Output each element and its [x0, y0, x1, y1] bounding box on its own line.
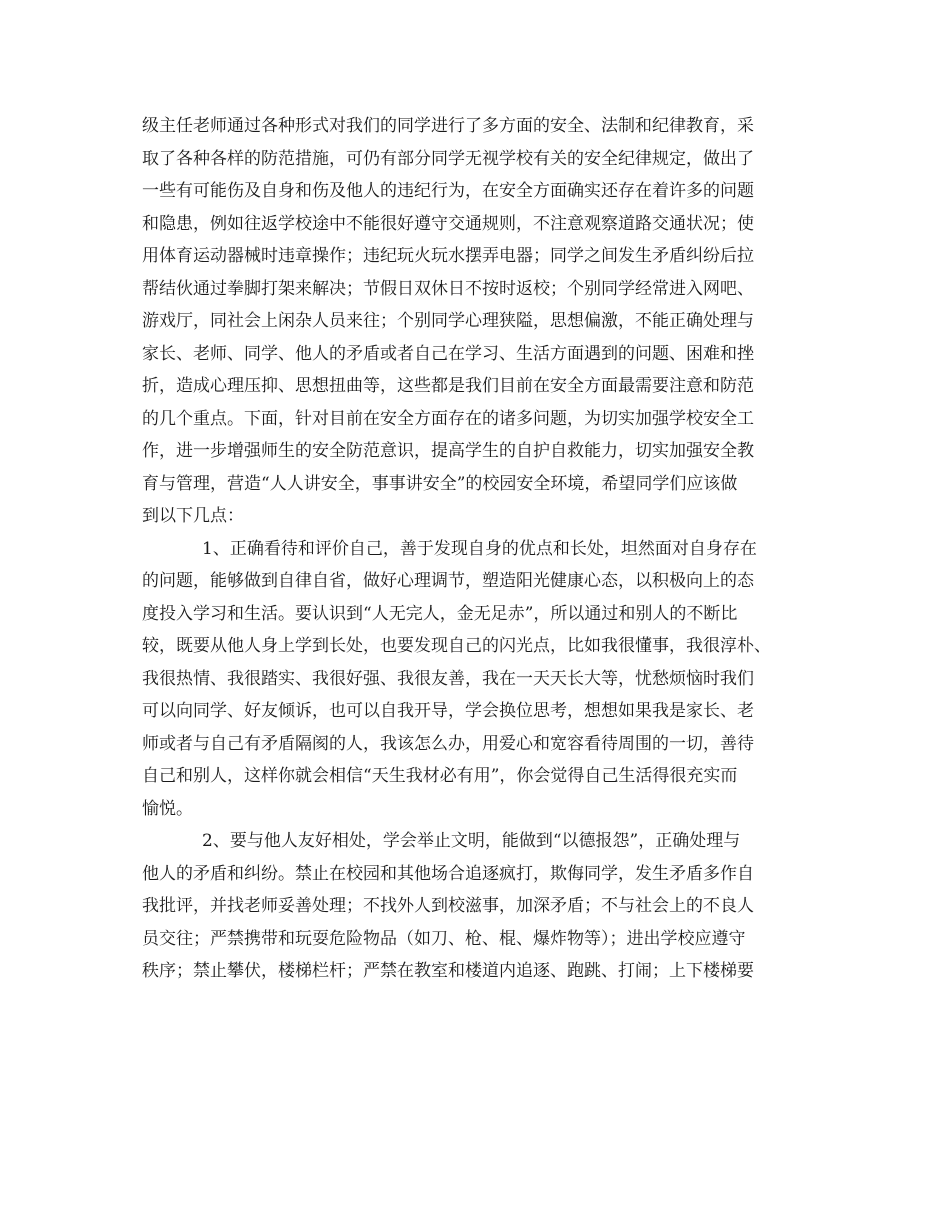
text-line: 作，进一步增强师生的安全防范意识，提高学生的自护自救能力，切实加强安全教: [142, 441, 754, 461]
text-line: 的问题，能够做到自律自省，做好心理调节，塑造阳光健康心态，以积极向上的态: [142, 571, 754, 591]
text-line: 帮结伙通过拳脚打架来解决；节假日双休日不按时返校；个别同学经常进入网吧、: [142, 278, 754, 299]
text-line: 到以下几点：: [142, 506, 244, 526]
text-line: 我很热情、我很踏实、我很好强、我很友善，我在一天天长大等，忧愁烦恼时我们: [142, 668, 754, 689]
paragraph-point-1: [142, 533, 822, 826]
text-line: [142, 533, 822, 566]
text-line: 的几个重点。下面，针对目前在安全方面存在的诸多问题，为切实加强学校安全工: [142, 408, 754, 429]
text-line: 级主任老师通过各种形式对我们的同学进行了多方面的安全、法制和纪律教育，采: [142, 116, 754, 136]
text-line: [142, 825, 822, 858]
text-line: 和隐患，例如往返学校途中不能很好遵守交通规则，不注意观察道路交通状况；使: [142, 213, 754, 234]
text-line: 家长、老师、同学、他人的矛盾或者自己在学习、生活方面遇到的问题、困难和挫: [142, 343, 754, 364]
text-line: 折，造成心理压抑、思想扭曲等，这些都是我们目前在安全方面最需要注意和防范: [142, 376, 754, 396]
text-line: 愉悦。: [142, 798, 193, 819]
text-line: 游戏厅，同社会上闲杂人员来往；个别同学心理狭隘，思想偏激，不能正确处理与: [142, 311, 754, 331]
text-line: 可以向同学、好友倾诉，也可以自我开导，学会换位思考，想想如果我是家长、老: [142, 701, 754, 721]
text-line: 秩序；禁止攀伏，楼梯栏杆；严禁在教室和楼道内追逐、跑跳、打闹；上下楼梯要: [142, 961, 754, 981]
text-line: 较，既要从他人身上学到长处，也要发现自己的闪光点，比如我很懂事，我很淳朴、: [142, 636, 771, 656]
text-line: 育与管理，营造“人人讲安全，事事讲安全”的校园安全环境，希望同学们应该做: [142, 473, 738, 494]
paragraph-point-2: [142, 825, 822, 988]
paragraph-intro: [142, 110, 822, 533]
text-line: 一些有可能伤及自身和伤及他人的违纪行为，在安全方面确实还存在着许多的问题: [142, 181, 754, 201]
text-line: 自己和别人，这样你就会相信“天生我材必有用”，你会觉得自己生活得很充实而: [142, 766, 738, 786]
text-line: 用体育运动器械时违章操作；违纪玩火玩水摆弄电器；同学之间发生矛盾纠纷后拉: [142, 246, 754, 266]
text-line: 他人的矛盾和纠纷。禁止在校园和其他场合追逐疯打，欺侮同学，发生矛盾多作自: [142, 863, 754, 884]
text-line: 度投入学习和生活。要认识到“人无完人，金无足赤”，所以通过和别人的不断比: [142, 603, 738, 624]
text-line-content: 2、要与他人友好相处，学会举止文明，能做到“以德报怨”，正确处理与: [202, 831, 741, 851]
text-line: 我批评，并找老师妥善处理；不找外人到校滋事，加深矛盾；不与社会上的不良人: [142, 896, 754, 916]
document-page: [142, 110, 822, 988]
text-line-content: 1、正确看待和评价自己，善于发现自身的优点和长处，坦然面对自身存在: [202, 538, 757, 559]
text-line: 员交往；严禁携带和玩耍危险物品（如刀、枪、棍、爆炸物等）；进出学校应遵守: [142, 928, 746, 949]
text-line: 师或者与自己有矛盾隔阂的人，我该怎么办，用爱心和宽容看待周围的一切，善待: [142, 733, 754, 754]
text-line: 取了各种各样的防范措施，可仍有部分同学无视学校有关的安全纪律规定，做出了: [142, 148, 754, 169]
